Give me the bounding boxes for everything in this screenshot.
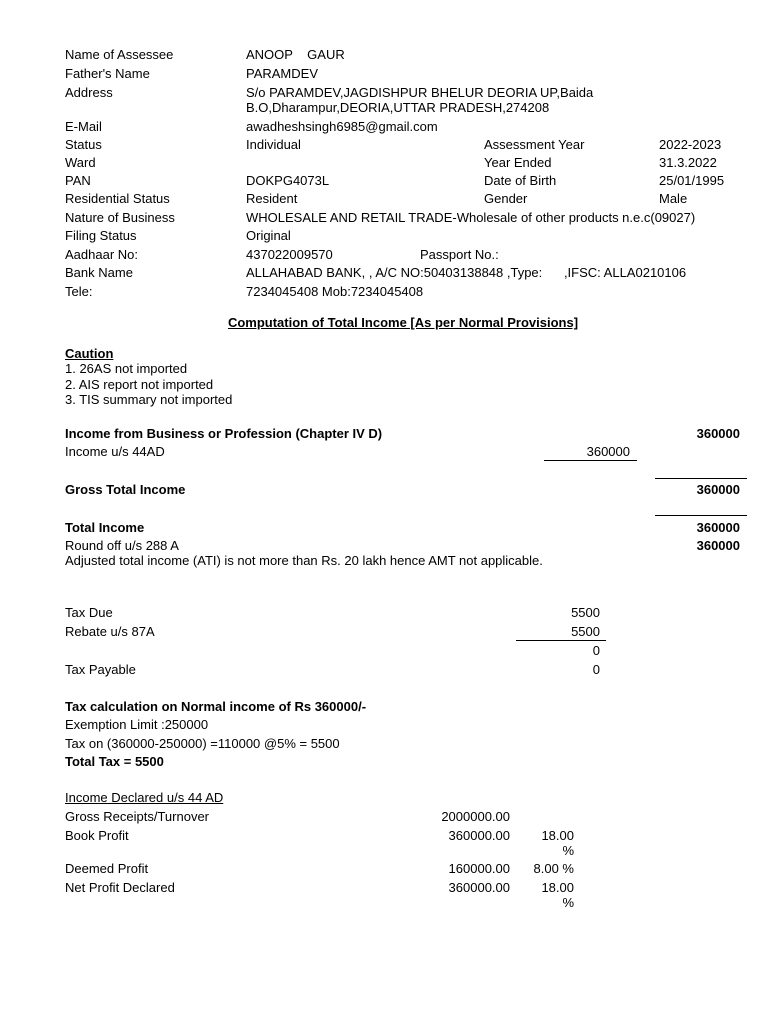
- declared-row-percent-sign: %: [562, 895, 574, 910]
- amt-note: Adjusted total income (ATI) is not more than Rs. 20 lakh hence AMT not applicable.: [65, 553, 543, 568]
- exemption-limit: Exemption Limit :250000: [65, 717, 209, 732]
- business-income-label: Income from Business or Profession (Chapter IV D): [65, 426, 383, 441]
- tax-due-label: Tax Due: [65, 605, 113, 620]
- tax-calc-title: Tax calculation on Normal income of Rs 360000/-: [65, 699, 367, 714]
- status-value: Individual: [246, 137, 301, 152]
- year-ended-value: 31.3.2022: [659, 155, 717, 170]
- aadhaar-value: 437022009570: [246, 247, 333, 262]
- divider-line: [544, 460, 637, 461]
- declared-row-percent: 18.00: [541, 880, 574, 895]
- tax-net-value: 0: [592, 643, 600, 658]
- divider-line: [655, 478, 747, 479]
- total-income-label: Total Income: [65, 520, 145, 535]
- declared-row-amount: 160000.00: [448, 861, 510, 876]
- aadhaar-label: Aadhaar No:: [65, 247, 138, 262]
- ward-label: Ward: [65, 155, 96, 170]
- name-value: ANOOP GAUR: [246, 47, 345, 62]
- address-line-2: B.O,Dharampur,DEORIA,UTTAR PRADESH,274208: [246, 100, 550, 115]
- tax-payable-value: 0: [592, 662, 600, 677]
- bank-label: Bank Name: [65, 265, 133, 280]
- email-label: E-Mail: [65, 119, 102, 134]
- status-label: Status: [65, 137, 102, 152]
- declared-row-amount: 360000.00: [448, 828, 510, 843]
- income-44ad-value: 360000: [586, 444, 630, 459]
- caution-title: Caution: [65, 346, 114, 361]
- email-value: awadheshsingh6985@gmail.com: [246, 119, 438, 134]
- assessment-year-label: Assessment Year: [484, 137, 585, 152]
- round-off-label: Round off u/s 288 A: [65, 538, 179, 553]
- declared-title: Income Declared u/s 44 AD: [65, 790, 224, 805]
- tax-on-line: Tax on (360000-250000) =110000 @5% = 5500: [65, 736, 340, 751]
- tax-payable-label: Tax Payable: [65, 662, 136, 677]
- assessment-year-value: 2022-2023: [659, 137, 722, 152]
- caution-item: 3. TIS summary not imported: [65, 392, 233, 407]
- declared-row-amount: 2000000.00: [441, 809, 510, 824]
- gross-total-income-value: 360000: [696, 482, 740, 497]
- filing-status-label: Filing Status: [65, 228, 137, 243]
- divider-line: [516, 640, 606, 641]
- dob-label: Date of Birth: [484, 173, 557, 188]
- address-label: Address: [65, 85, 113, 100]
- declared-row-label: Book Profit: [65, 828, 129, 843]
- filing-status-value: Original: [246, 228, 291, 243]
- declared-row-percent: 8.00 %: [533, 861, 574, 876]
- tele-value: 7234045408 Mob:7234045408: [246, 284, 424, 299]
- rebate-label: Rebate u/s 87A: [65, 624, 155, 639]
- passport-label: Passport No.:: [420, 247, 499, 262]
- round-off-value: 360000: [696, 538, 740, 553]
- total-income-value: 360000: [696, 520, 740, 535]
- dob-value: 25/01/1995: [659, 173, 725, 188]
- gender-label: Gender: [484, 191, 528, 206]
- declared-row-percent: 18.00: [541, 828, 574, 843]
- residential-status-label: Residential Status: [65, 191, 170, 206]
- gender-value: Male: [659, 191, 688, 206]
- caution-item: 1. 26AS not imported: [65, 361, 188, 376]
- tax-due-value: 5500: [571, 605, 600, 620]
- gross-total-income-label: Gross Total Income: [65, 482, 186, 497]
- tele-label: Tele:: [65, 284, 93, 299]
- father-value: PARAMDEV: [246, 66, 318, 81]
- caution-item: 2. AIS report not imported: [65, 377, 214, 392]
- business-income-total: 360000: [696, 426, 740, 441]
- residential-status-value: Resident: [246, 191, 298, 206]
- nature-of-business-label: Nature of Business: [65, 210, 175, 225]
- address-line-1: S/o PARAMDEV,JAGDISHPUR BHELUR DEORIA UP,Baida: [246, 85, 594, 100]
- declared-row-label: Deemed Profit: [65, 861, 149, 876]
- divider-line: [655, 515, 747, 516]
- declared-row-label: Gross Receipts/Turnover: [65, 809, 210, 824]
- declared-row-percent-sign: %: [562, 843, 574, 858]
- nature-of-business-value: WHOLESALE AND RETAIL TRADE-Wholesale of other products n.e.c(09027): [246, 210, 696, 225]
- declared-row-amount: 360000.00: [448, 880, 510, 895]
- bank-value: ALLAHABAD BANK, , A/C NO:50403138848 ,Type: ,IFSC: ALLA0210106: [246, 265, 687, 280]
- total-tax: Total Tax = 5500: [65, 754, 164, 769]
- declared-row-label: Net Profit Declared: [65, 880, 175, 895]
- father-label: Father's Name: [65, 66, 150, 81]
- computation-title: Computation of Total Income [As per Normal Provisions]: [227, 315, 579, 330]
- pan-value: DOKPG4073L: [246, 173, 330, 188]
- income-44ad-label: Income u/s 44AD: [65, 444, 165, 459]
- rebate-value: 5500: [571, 624, 600, 639]
- year-ended-label: Year Ended: [484, 155, 552, 170]
- name-label: Name of Assessee: [65, 47, 174, 62]
- pan-label: PAN: [65, 173, 91, 188]
